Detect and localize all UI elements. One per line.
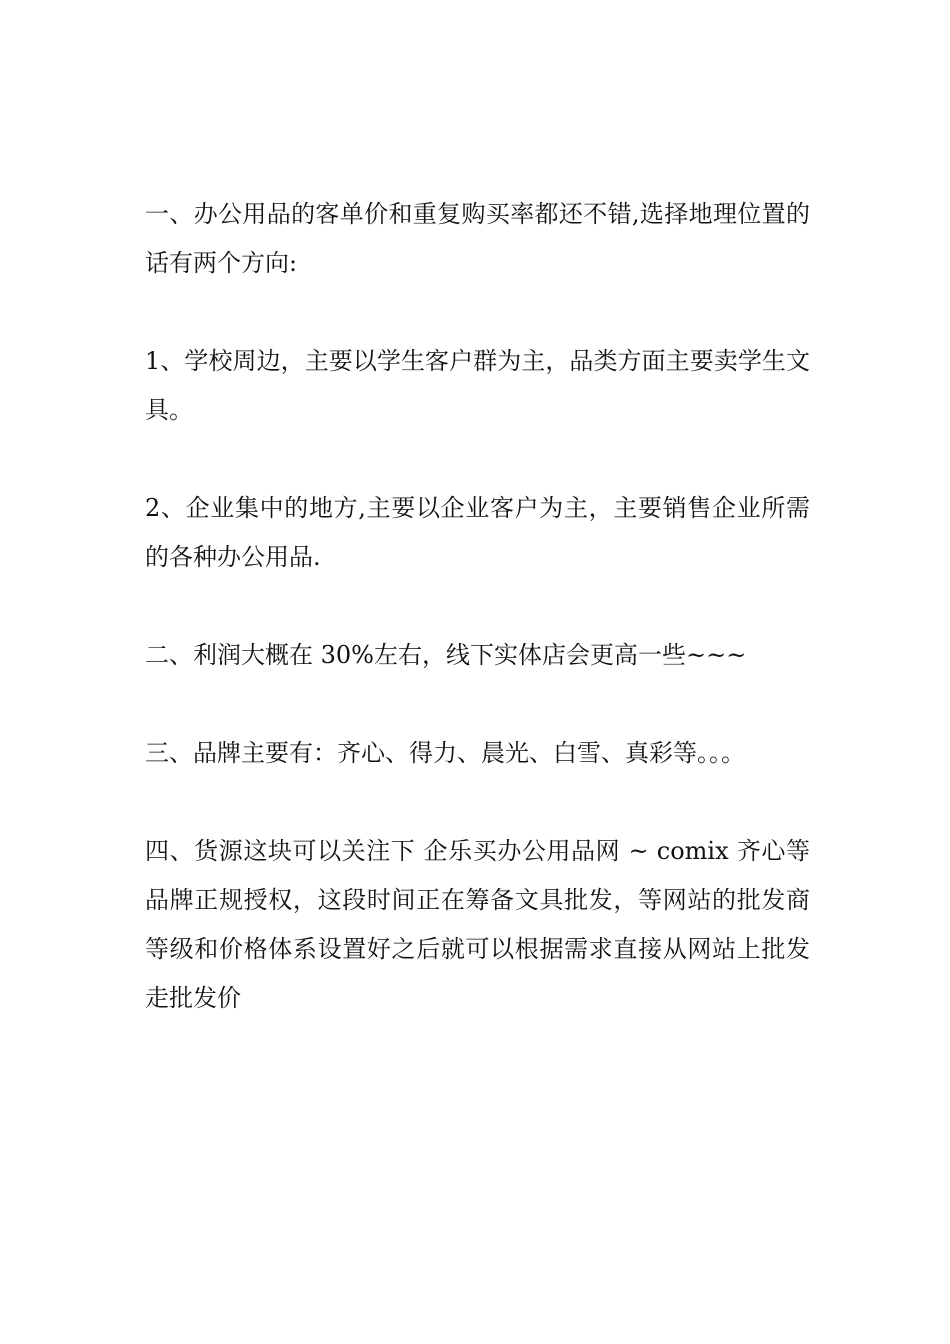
paragraph-location: 一、办公用品的客单价和重复购买率都还不错,选择地理位置的话有两个方向: <box>145 200 810 277</box>
paragraph-spacer <box>145 582 810 631</box>
document-body <box>145 190 810 1023</box>
paragraph-spacer <box>145 435 810 484</box>
paragraph-school-area: 1、学校周边，主要以学生客户群为主，品类方面主要卖学生文具。 <box>145 347 810 424</box>
paragraph-spacer <box>145 778 810 827</box>
paragraph-business-area: 2、企业集中的地方,主要以企业客户为主，主要销售企业所需的各种办公用品. <box>145 494 810 571</box>
paragraph-profit: 二、利润大概在 30%左右，线下实体店会更高一些~~~ <box>145 641 747 669</box>
paragraph-spacer <box>145 680 810 729</box>
paragraph-brands: 三、品牌主要有：齐心、得力、晨光、白雪、真彩等。。。 <box>145 739 745 767</box>
paragraph-spacer <box>145 288 810 337</box>
paragraph-supply-source: 四、货源这块可以关注下 企乐买办公用品网 ~ comix 齐心等品牌正规授权，这段时间正在筹备文具批发，等网站的批发商等级和价格体系设置好之后就可以根据需求直接从网站上批发走批发价 <box>145 837 810 1012</box>
